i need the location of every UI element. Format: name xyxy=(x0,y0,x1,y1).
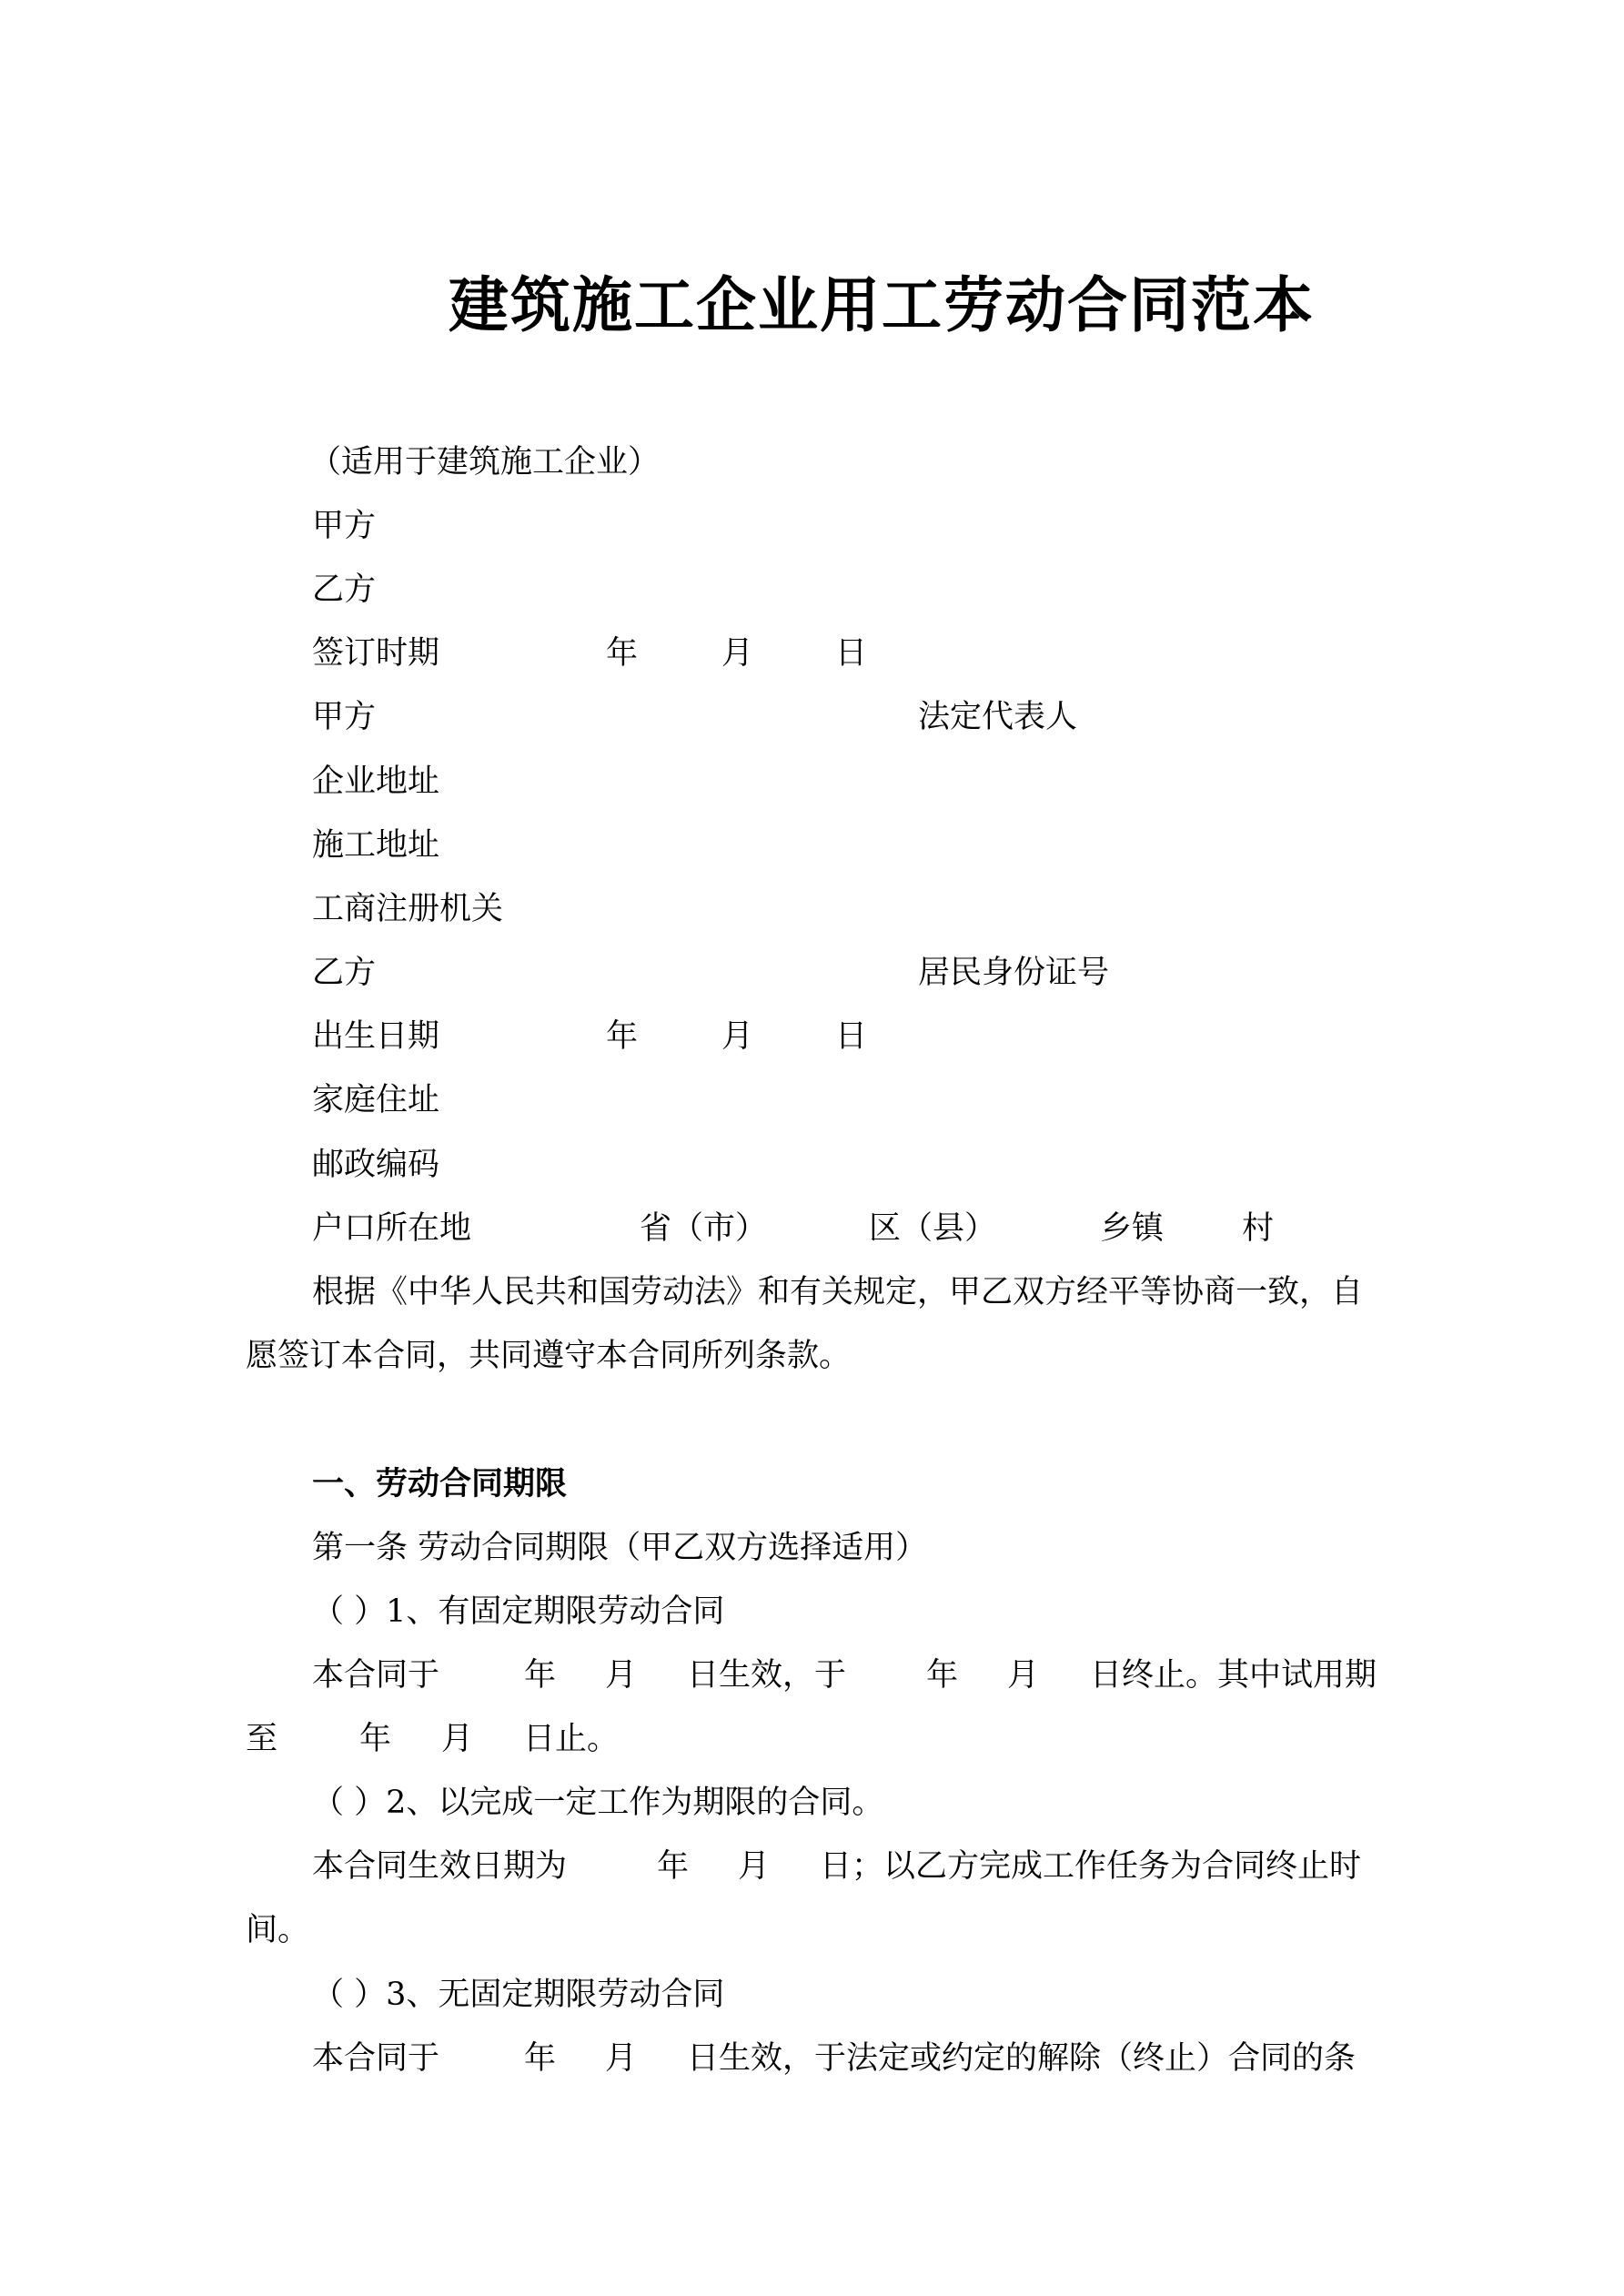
signing-year: 年 xyxy=(606,635,639,672)
registration-authority-label: 工商注册机关 xyxy=(312,891,504,927)
party-b-header: 乙方 xyxy=(312,571,377,608)
hukou-district: 区（县） xyxy=(869,1210,997,1247)
signing-day: 日 xyxy=(835,635,868,672)
hukou-village: 村 xyxy=(1242,1210,1275,1247)
option-3-start-text: 本合同于 xyxy=(312,2040,440,2077)
birth-date-label: 出生日期 xyxy=(312,1018,440,1055)
option-2-start-text: 本合同生效日期为 xyxy=(312,1848,568,1885)
preamble-line-2: 愿签订本合同，共同遵守本合同所列条款。 xyxy=(246,1338,852,1374)
option-1-label: （ ）1、有固定期限劳动合同 xyxy=(312,1593,725,1630)
signing-month: 月 xyxy=(721,635,754,672)
option-3-year: 年 xyxy=(524,2040,557,2077)
option-1-end-month: 月 xyxy=(1007,1657,1040,1694)
option-2-line-2: 间。 xyxy=(246,1912,310,1948)
option-1-start-year: 年 xyxy=(524,1657,557,1694)
birth-year: 年 xyxy=(606,1018,639,1055)
option-1-effective-text: 日生效，于 xyxy=(687,1657,847,1694)
option-3-label: （ ）3、无固定期限劳动合同 xyxy=(312,1977,725,2013)
enterprise-address-label: 企业地址 xyxy=(312,764,440,800)
postal-code-label: 邮政编码 xyxy=(312,1147,440,1183)
hukou-town: 乡镇 xyxy=(1100,1210,1165,1247)
birth-day: 日 xyxy=(835,1018,868,1055)
option-1-start-month: 月 xyxy=(605,1657,638,1694)
option-2-month: 月 xyxy=(738,1848,771,1885)
document-title: 建筑施工企业用工劳动合同范本 xyxy=(449,269,1315,340)
option-1-end-text: 日终止。其中试用期 xyxy=(1090,1657,1377,1694)
option-1-end-year: 年 xyxy=(926,1657,959,1694)
probation-month: 月 xyxy=(441,1721,474,1757)
preamble-line-1: 根据《中华人民共和国劳动法》和有关规定，甲乙双方经平等协商一致，自 xyxy=(312,1274,1364,1310)
section-1-heading: 一、劳动合同期限 xyxy=(312,1466,568,1502)
applicable-note: （适用于建筑施工企业） xyxy=(309,444,661,480)
option-1-start-text: 本合同于 xyxy=(312,1657,440,1694)
party-b-label: 乙方 xyxy=(312,955,377,991)
option-2-year: 年 xyxy=(657,1848,690,1885)
option-3-month: 月 xyxy=(605,2040,638,2077)
option-2-end-text: 日；以乙方完成工作任务为合同终止时 xyxy=(820,1848,1362,1885)
option-3-end-text: 日生效，于法定或约定的解除（终止）合同的条 xyxy=(687,2040,1357,2077)
party-a-header: 甲方 xyxy=(312,508,377,544)
probation-year: 年 xyxy=(359,1721,392,1757)
probation-end-text: 日止。 xyxy=(523,1721,620,1757)
construction-address-label: 施工地址 xyxy=(312,827,440,864)
option-2-label: （ ）2、以完成一定工作为期限的合同。 xyxy=(312,1785,884,1821)
signing-date-label: 签订时期 xyxy=(312,635,440,672)
article-1: 第一条 劳动合同期限（甲乙双方选择适用） xyxy=(312,1530,928,1566)
home-address-label: 家庭住址 xyxy=(312,1082,440,1118)
hukou-label: 户口所在地 xyxy=(312,1210,472,1247)
birth-month: 月 xyxy=(721,1018,754,1055)
probation-to-text: 至 xyxy=(246,1721,278,1757)
legal-rep-label: 法定代表人 xyxy=(918,699,1078,735)
party-a-label: 甲方 xyxy=(312,699,377,735)
hukou-province: 省（市） xyxy=(640,1210,768,1247)
id-number-label: 居民身份证号 xyxy=(918,955,1110,991)
